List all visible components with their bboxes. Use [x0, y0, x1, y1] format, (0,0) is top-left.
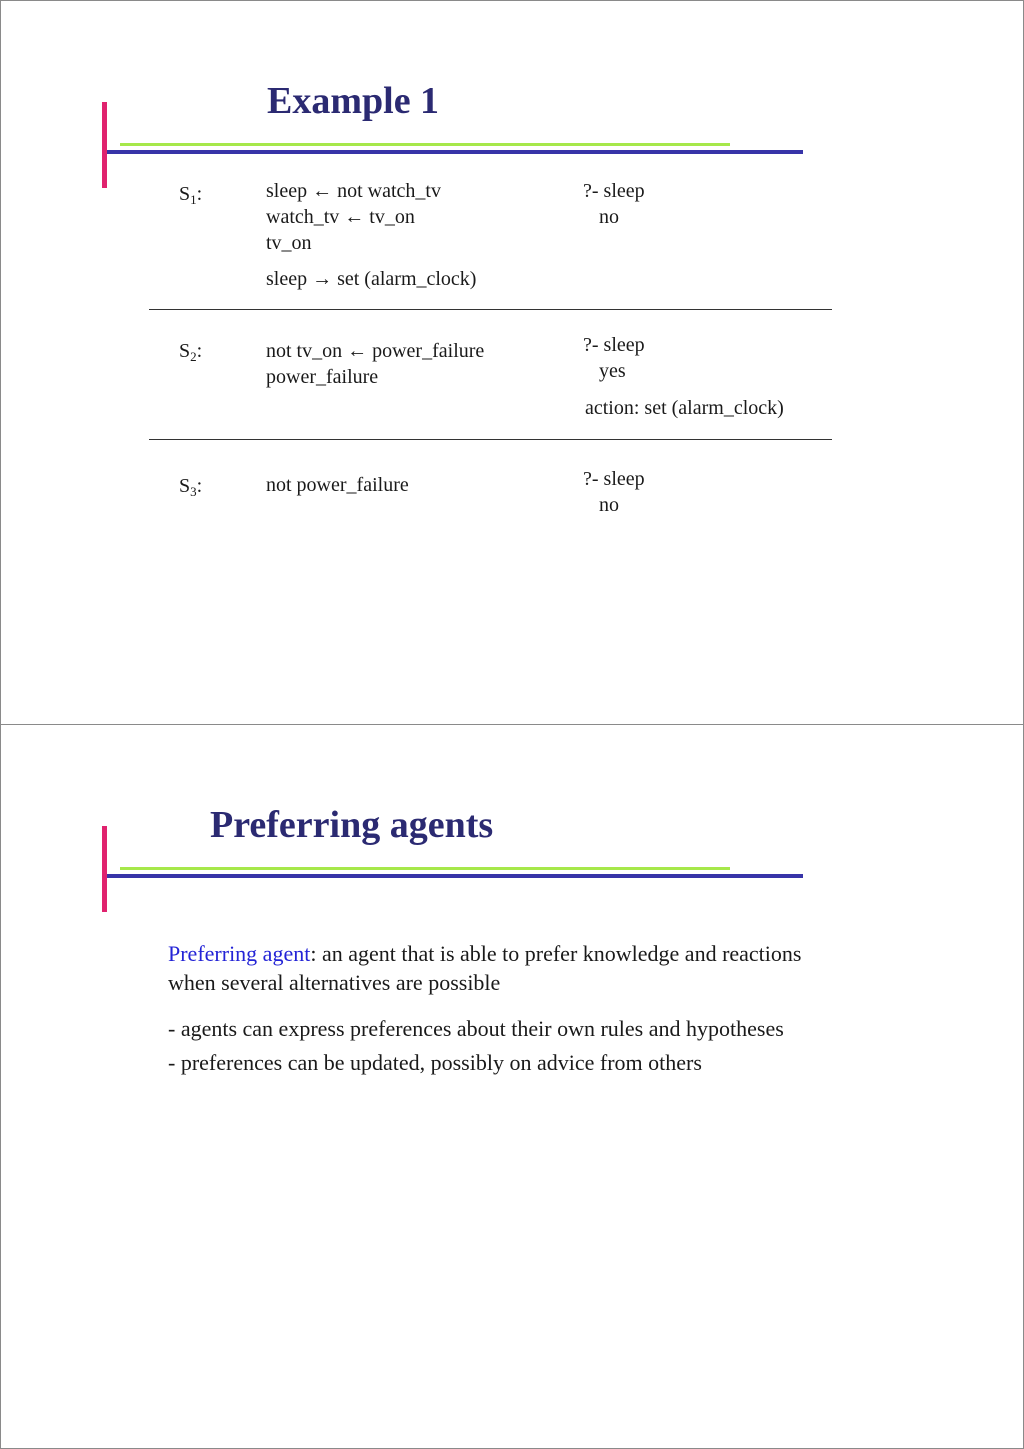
bullet-item: - agents can express preferences about their own rules and hypotheses — [168, 1016, 784, 1041]
reactive-rule: sleep → set (alarm_clock) — [266, 268, 477, 290]
query-text: ?- sleep — [583, 180, 645, 202]
answer-text: no — [599, 494, 619, 516]
rule-line: tv_on — [266, 232, 312, 254]
answer-text: no — [599, 206, 619, 228]
slide-title: Example 1 — [267, 80, 440, 122]
rule-line: not power_failure — [266, 474, 409, 496]
row-divider — [149, 309, 832, 310]
state-label-s1: $S_1$: — [179, 183, 203, 207]
rule-line: sleep ← not watch_tv — [266, 180, 441, 202]
bullet-item: - preferences can be updated, possibly on advice from others — [168, 1050, 702, 1075]
query-text: ?- sleep — [583, 468, 645, 490]
action-text: action: set (alarm_clock) — [585, 397, 784, 419]
answer-text: yes — [599, 360, 626, 382]
rule-line: power_failure — [266, 366, 379, 388]
blue-underline — [107, 874, 803, 878]
accent-bar — [102, 826, 107, 912]
query-text: ?- sleep — [583, 334, 645, 356]
green-underline — [120, 867, 730, 870]
accent-bar — [102, 102, 107, 188]
state-label-s3: $S_3$: — [179, 475, 203, 499]
definition-line: Preferring agent: an agent that is able to prefer knowledge and reactions — [168, 941, 802, 966]
blue-underline — [107, 150, 803, 154]
definition-continuation: when several alternatives are possible — [168, 970, 501, 995]
rule-line: not tv_on ← power_failure — [266, 340, 485, 362]
green-underline — [120, 143, 730, 146]
definition-term: Preferring agent — [168, 941, 311, 966]
slide-title: Preferring agents — [210, 804, 494, 846]
slide-preferring-agents — [0, 724, 1024, 1449]
state-label-s2: $S_2$: — [179, 340, 203, 364]
rule-line: watch_tv ← tv_on — [266, 206, 415, 228]
row-divider — [149, 439, 832, 440]
